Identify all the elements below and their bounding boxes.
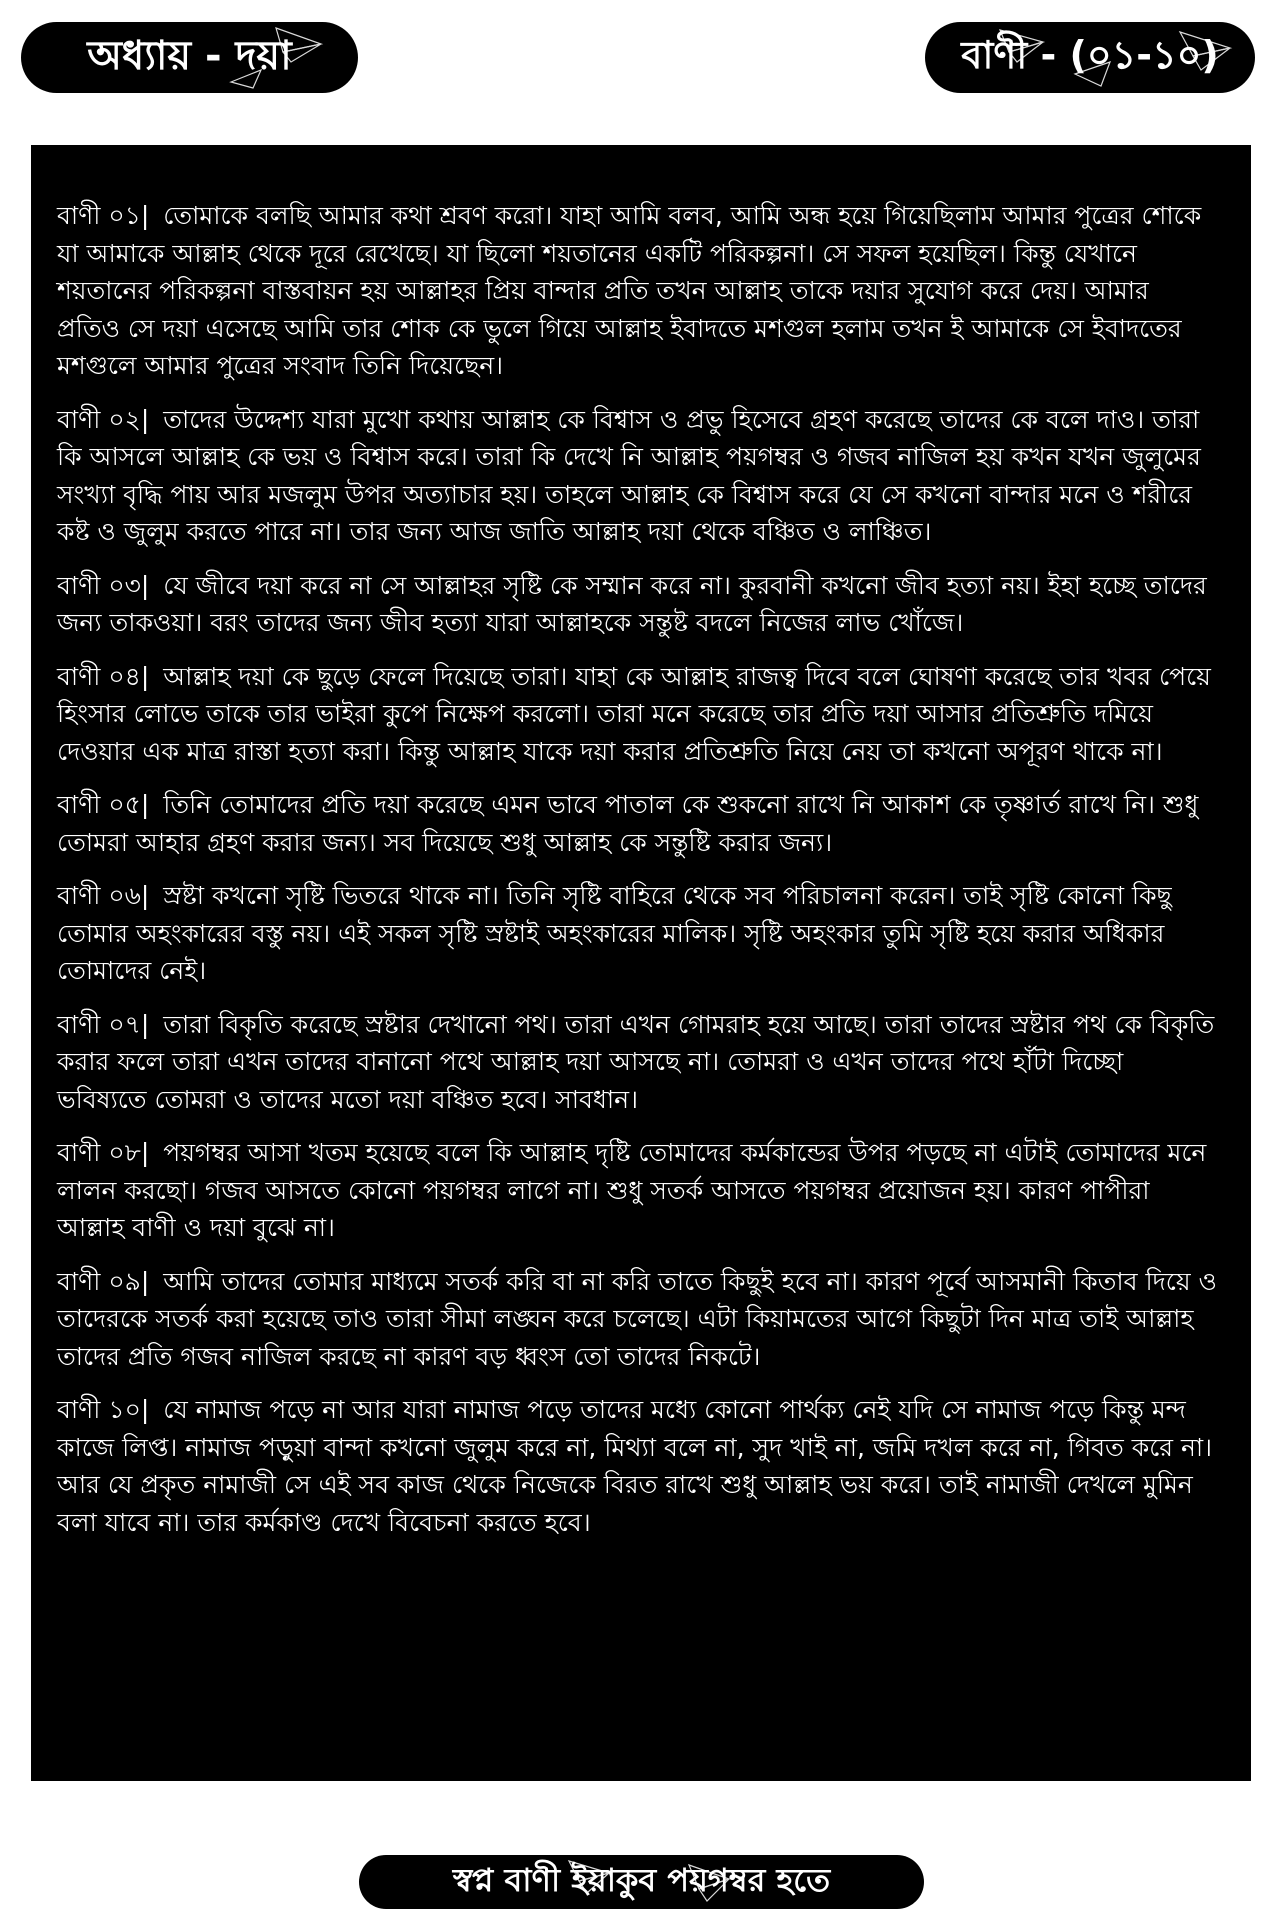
verse-item [57, 658, 1217, 771]
verse-item [57, 1263, 1217, 1376]
verse-label: বাণী ০৯| [57, 1266, 150, 1296]
verse-item [57, 567, 1217, 642]
chapter-title: অধ্যায় - দয়া [87, 33, 292, 79]
verse-range: বাণী - (০১-১০) [961, 32, 1219, 77]
verse-item [57, 1391, 1217, 1541]
verse-text: আমি তাদের তোমার মাধ্যমে সতর্ক করি বা না করি তাতে কিছুই হবে না। কারণ পূর্বে আসমানী কিতাব দিয়ে ও তাদেরকে সতর্ক করা হয়েছে তাও তারা সীমা লঙ্ঘন করে চলেছে। এটা কিয়ামতের আগে কিছুটা দিন মাত্র তাই আল্লাহ তাদের প্রতি গজব নাজিল করছে না কারণ বড় ধ্বংস তো তাদের নিকটে। [57, 1266, 1217, 1371]
verse-label: বাণী ০৮| [57, 1138, 150, 1167]
verse-text: যে জীবে দয়া করে না সে আল্লাহর সৃষ্টি কে সম্মান করে না। কুরবানী কখনো জীব হত্যা নয়। ইহা হচ্ছে তাদের জন্য তাকওয়া। বরং তাদের জন্য জীব হত্যা যারা আল্লাহকে সন্তুষ্ট বদলে নিজের লাভ খোঁজে। [57, 570, 1207, 637]
verse-range-badge [925, 22, 1255, 93]
verse-label: বাণী ০১| [57, 201, 150, 230]
verse-text: আল্লাহ দয়া কে ছুড়ে ফেলে দিয়েছে তারা। যাহা কে আল্লাহ রাজত্ব দিবে বলে ঘোষণা করেছে তার খবর পেয়ে হিংসার লোভে তাকে তার ভাইরা কুপে নিক্ষেপ করলো। তারা মনে করেছে তার প্রতি দয়া আসার প্রতিশ্রুতি দমিয়ে দেওয়ার এক মাত্র রাস্তা হত্যা করা। কিন্তু আল্লাহ যাকে দয়া করার প্রতিশ্রুতি নিয়ে নেয় তা কখনো অপূরণ থাকে না। [57, 661, 1211, 766]
verse-item [57, 1006, 1217, 1119]
verse-text: স্রষ্টা কখনো সৃষ্টি ভিতরে থাকে না। তিনি সৃষ্টি বাহিরে থেকে সব পরিচালনা করেন। তাই সৃষ্টি কোনো কিছু তোমার অহংকারের বস্তু নয়। এই সকল সৃষ্টি স্রষ্টাই অহংকারের মালিক। সৃষ্টি অহংকার তুমি সৃষ্টি হয়ে করার অধিকার তোমাদের নেই। [57, 881, 1172, 985]
verse-label: বাণী ১০| [57, 1395, 150, 1424]
verse-text: তারা বিকৃতি করেছে স্রষ্টার দেখানো পথ। তারা এখন গোমরাহ হয়ে আছে। তারা তাদের স্রষ্টার পথ কে বিকৃতি করার ফলে তারা এখন তাদের বানানো পথে আল্লাহ দয়া আসছে না। তোমরা ও এখন তাদের পথে হাঁটা দিচ্ছো ভবিষ্যতে তোমরা ও তাদের মতো দয়া বঞ্চিত হবে। সাবধান। [57, 1009, 1215, 1114]
verse-label: বাণী ০৩| [57, 570, 150, 600]
verse-text: তিনি তোমাদের প্রতি দয়া করেছে এমন ভাবে পাতাল কে শুকনো রাখে নি আকাশ কে তৃষ্ণার্ত রাখে নি। শুধু তোমরা আহার গ্রহণ করার জন্য। সব দিয়েছে শুধু আল্লাহ কে সন্তুষ্টি করার জন্য। [57, 790, 1199, 857]
verse-item [57, 401, 1217, 551]
verse-label: বাণী ০৬| [57, 881, 150, 910]
verse-label: বাণী ০৪| [57, 661, 150, 691]
verse-label: বাণী ০৫| [57, 790, 150, 819]
source-footer-badge [359, 1855, 924, 1909]
chapter-title-badge [21, 22, 358, 93]
verse-text: তাদের উদ্দেশ্য যারা মুখো কথায় আল্লাহ কে বিশ্বাস ও প্রভু হিসেবে গ্রহণ করেছে তাদের কে বলে দাও। তারা কি আসলে আল্লাহ কে ভয় ও বিশ্বাস করে। তারা কি দেখে নি আল্লাহ পয়গম্বর ও গজব নাজিল হয় কখন যখন জুলুমের সংখ্যা বৃদ্ধি পায় আর মজলুম উপর অত্যাচার হয়। তাহলে আল্লাহ কে বিশ্বাস করে যে সে কখনো বান্দার মনে ও শরীরে কষ্ট ও জুলুম করতে পারে না। তার জন্য আজ জাতি আল্লাহ দয়া থেকে বঞ্চিত ও লাঞ্চিত। [57, 404, 1201, 546]
verses-panel [31, 145, 1251, 1781]
verse-label: বাণী ০২| [57, 404, 150, 434]
verse-item [57, 786, 1217, 861]
verse-text: যে নামাজ পড়ে না আর যারা নামাজ পড়ে তাদের মধ্যে কোনো পার্থক্য নেই যদি সে নামাজ পড়ে কিন্তু মন্দ কাজে লিপ্ত। নামাজ পড়ুয়া বান্দা কখনো জুলুম করে না, মিথ্যা বলে না, সুদ খাই না, জমি দখল করে না, গিবত করে না। আর যে প্রকৃত নামাজী সে এই সব কাজ থেকে নিজেকে বিরত রাখে শুধু আল্লাহ ভয় করে। তাই নামাজী দেখলে মুমিন বলা যাবে না। তার কর্মকাণ্ড দেখে বিবেচনা করতে হবে। [57, 1395, 1213, 1537]
verse-item [57, 877, 1217, 990]
verse-text: তোমাকে বলছি আমার কথা শ্রবণ করো। যাহা আমি বলব, আমি অন্ধ হয়ে গিয়েছিলাম আমার পুত্রের শোকে যা আমাকে আল্লাহ থেকে দূরে রেখেছে। যা ছিলো শয়তানের একটি পরিকল্পনা। সে সফল হয়েছিল। কিন্তু যেখানে শয়তানের পরিকল্পনা বাস্তবায়ন হয় আল্লাহর প্রিয় বান্দার প্রতি তখন আল্লাহ তাকে দয়ার সুযোগ করে দেয়। আমার প্রতিও সে দয়া এসেছে আমি তার শোক কে ভুলে গিয়ে আল্লাহ ইবাদতে মশগুল হলাম তখন ই আমাকে সে ইবাদতের মশগুলে আমার পুত্রের সংবাদ তিনি দিয়েছেন। [57, 201, 1202, 380]
verse-label: বাণী ০৭| [57, 1009, 150, 1039]
source-footer-text: স্বপ্ন বাণী ইয়াকুব পয়গম্বর হতে [452, 1861, 831, 1899]
verse-text: পয়গম্বর আসা খতম হয়েছে বলে কি আল্লাহ দৃষ্টি তোমাদের কর্মকান্ডের উপর পড়ছে না এটাই তোমাদের মনে লালন করছো। গজব আসতে কোনো পয়গম্বর লাগে না। শুধু সতর্ক আসতে পয়গম্বর প্রয়োজন হয়। কারণ পাপীরা আল্লাহ বাণী ও দয়া বুঝে না। [57, 1138, 1207, 1242]
verse-item [57, 197, 1217, 385]
verse-item [57, 1134, 1217, 1247]
